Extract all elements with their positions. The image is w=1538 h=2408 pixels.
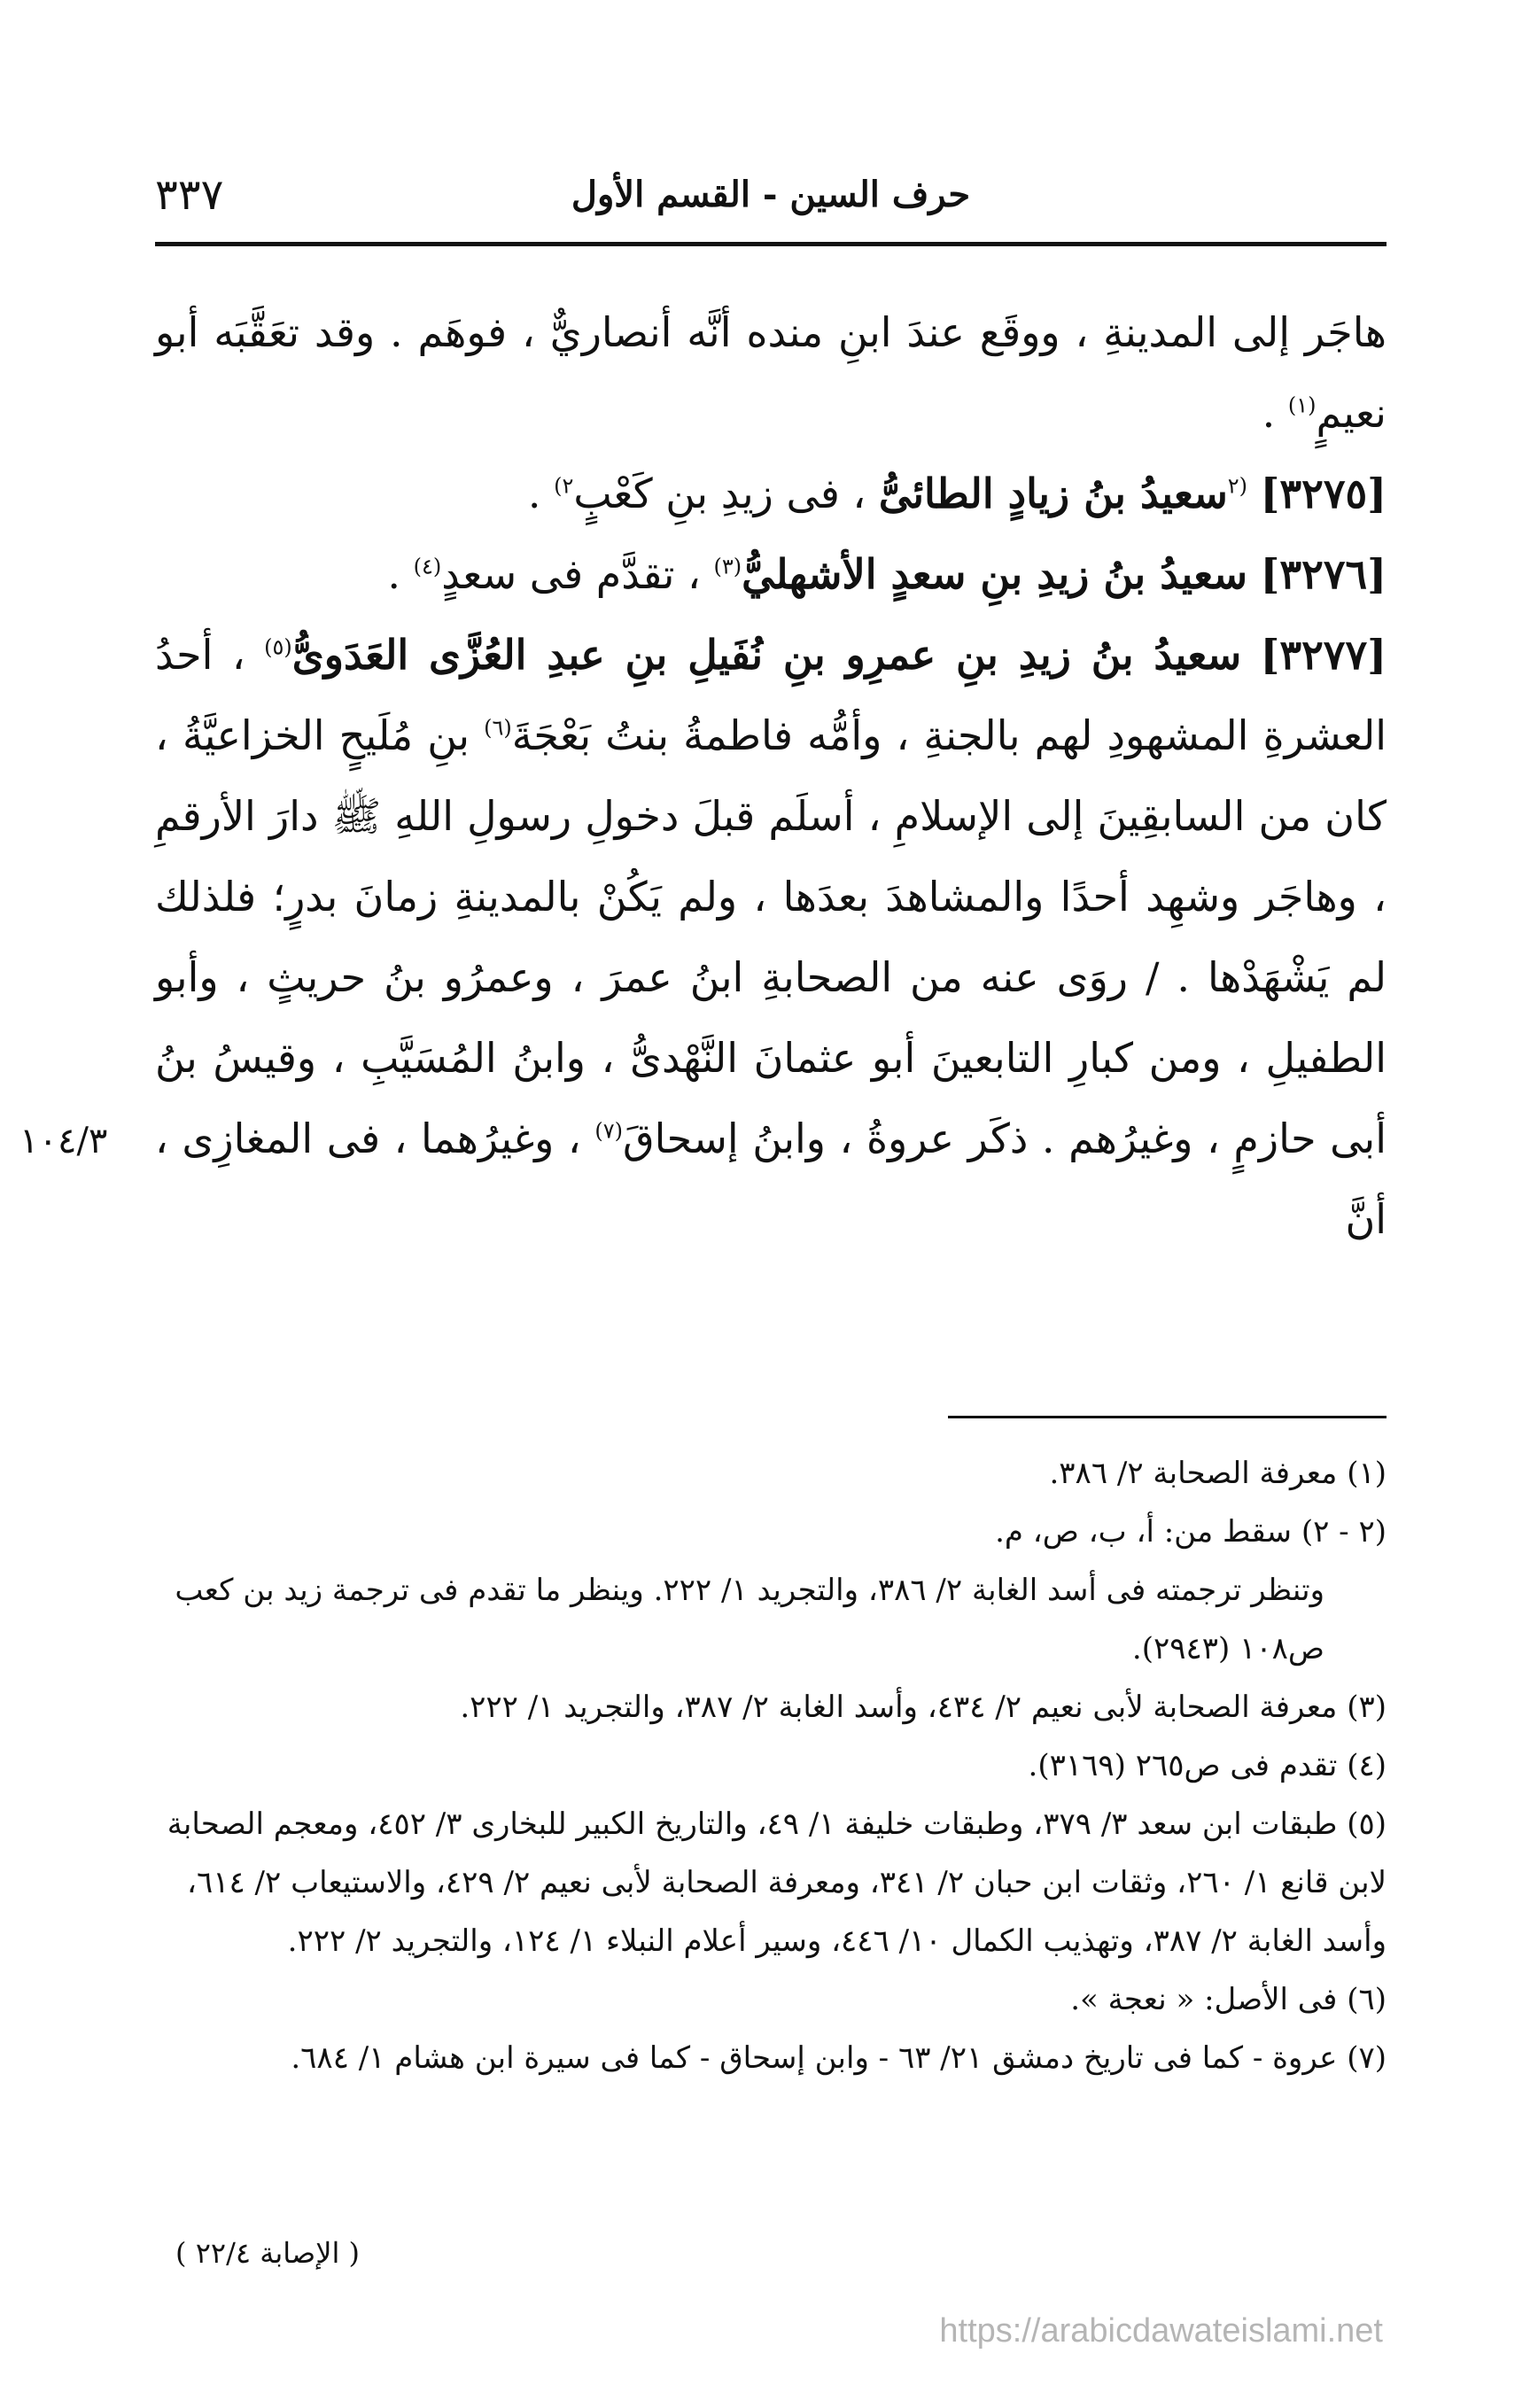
- footnote: (٢ - ٢) سقط من: أ، ب، ص، م.: [995, 1514, 1387, 1550]
- entry-3275: [155, 454, 1387, 534]
- paragraph-text: هاجَر إلى المدينةِ ، ووقَع عندَ ابنِ منده أنَّه أنصاريٌّ ، فوهَم . وقد تعَقَّبَه أبو نعيمٍ: [155, 308, 1387, 437]
- entry-name: سعيدُ بنُ زيدِ بنِ عمرِو بنِ نُفَيلِ بنِ عبدِ العُزَّى العَدَوىُّ: [291, 631, 1242, 679]
- footnotes: [155, 1444, 1387, 2087]
- main-text: [155, 292, 1387, 1260]
- entry-text: ، أحدُ العشرةِ المشهودِ لهم بالجنةِ ، وأمُّه فاطمةُ بنتُ بَعْجَةَ: [155, 631, 1387, 759]
- entry-text: ، تقدَّم فى سعدٍ: [441, 550, 701, 598]
- footnote-marker: (٣): [713, 554, 742, 579]
- entry-number: [٣٢٧٧]: [1260, 631, 1387, 679]
- entry-text: ، وغيرُهما ، فى المغازِى ، أنَّ: [155, 1115, 1387, 1243]
- footnote: (٥) طبقات ابن سعد ٣/ ٣٧٩، وطبقات خليفة ١/ ٤٩، والتاريخ الكبير للبخارى ٣/ ٤٥٢، ومعجم الصحابة لابن قانع ١/ ٢٦٠، وثقات ابن حبان ٢/ ٣٤١، ومعرفة الصحابة لأبى نعيم ٢/ ٤٢٩، والاستيعاب ٢/ ٦١٤، وأسد الغابة ٢/ ٣٨٧، وتهذيب الكمال ١٠/ ٤٤٦، وسير أعلام النبلاء ١/ ١٢٤، والتجريد ٢/ ٢٢٢.: [167, 1806, 1387, 1959]
- footnote: (٤) تقدم فى ص٢٦٥ (٣١٦٩).: [1028, 1748, 1387, 1783]
- footnote-rule: [948, 1416, 1387, 1418]
- watermark-url: https://arabicdawateislami.net: [939, 2312, 1383, 2350]
- page-header: [155, 164, 1387, 226]
- footnote-marker: (٦): [484, 715, 512, 741]
- entry-text: ، فى زيدِ بنِ كَعْبٍ: [573, 470, 866, 517]
- footnote-marker: ٢): [554, 473, 574, 499]
- footnote: (٦) فى الأصل: « نعجة ».: [1070, 1982, 1387, 2017]
- entry-name: سعيدُ بنُ زيدِ بنِ سعدٍ الأشهليُّ: [742, 550, 1248, 598]
- footnote: (٧) عروة - كما فى تاريخ دمشق ٢١/ ٦٣ - وابن إسحاق - كما فى سيرة ابن هشام ١/ ٦٨٤.: [291, 2040, 1387, 2076]
- margin-volume-page-ref: ١٠٤/٣: [19, 1121, 108, 1161]
- header-rule: [155, 242, 1387, 246]
- footnote-continuation: وتنظر ترجمته فى أسد الغابة ٢/ ٣٨٦، والتجريد ١/ ٢٢٢. وينظر ما تقدم فى ترجمة زيد بن كعب ص١٠٨ (٢٩٤٣).: [175, 1573, 1324, 1666]
- running-title: حرف السين - القسم الأول: [571, 174, 971, 215]
- paragraph-end: .: [1262, 389, 1288, 437]
- entry-3276: [155, 534, 1387, 615]
- entry-number: [٣٢٧٥]: [1260, 470, 1387, 517]
- footnote-marker: (٤): [413, 554, 442, 579]
- footnote: (١) معرفة الصحابة ٢/ ٣٨٦.: [1049, 1456, 1387, 1491]
- entry-number: [٣٢٧٦]: [1260, 550, 1387, 598]
- entry-text: بنِ مُلَيحٍ الخزاعيَّةُ ، كان من السابقِينَ إلى الإسلامِ ، أسلَم قبلَ دخولِ رسولِ اللهِ ﷺ دارَ الأرقمِ ، وهاجَر وشهِد أحدًا والمشاهدَ بعدَها ، ولم يَكُنْ بالمدينةِ زمانَ بدرٍ؛ فلذلك لم يَشْهَدْها . / روَى عنه من الصحابةِ ابنُ عمرَ ، وعمرُو بنُ حريثٍ ، وأبو الطفيلِ ، ومن كبارِ التابعينَ أبو عثمانَ النَّهْدىُّ ، وابنُ المُسَيَّبِ ، وقيسُ بنُ أبى حازمٍ ، وغيرُهم . ذكَر عروةُ ، وابنُ إسحاقَ: [155, 711, 1387, 1162]
- entry-end: .: [387, 550, 414, 598]
- entry-end: .: [527, 470, 555, 517]
- paragraph-continuation: [155, 292, 1387, 454]
- footnote-marker: (٧): [594, 1118, 623, 1144]
- edition-reference: ( الإصابة ٢٢/٤ ): [175, 2236, 360, 2270]
- page-number: ٣٣٧: [155, 170, 224, 220]
- entry-3277: [155, 615, 1387, 1260]
- footnote-marker: (٢: [1227, 473, 1248, 499]
- footnote-marker: (٥): [264, 634, 292, 660]
- footnote: (٣) معرفة الصحابة لأبى نعيم ٢/ ٤٣٤، وأسد الغابة ٢/ ٣٨٧، والتجريد ١/ ٢٢٢.: [460, 1689, 1387, 1725]
- entry-name: سعيدُ بنُ زيادٍ الطائىُّ: [878, 470, 1228, 517]
- footnote-marker: (١): [1287, 392, 1317, 418]
